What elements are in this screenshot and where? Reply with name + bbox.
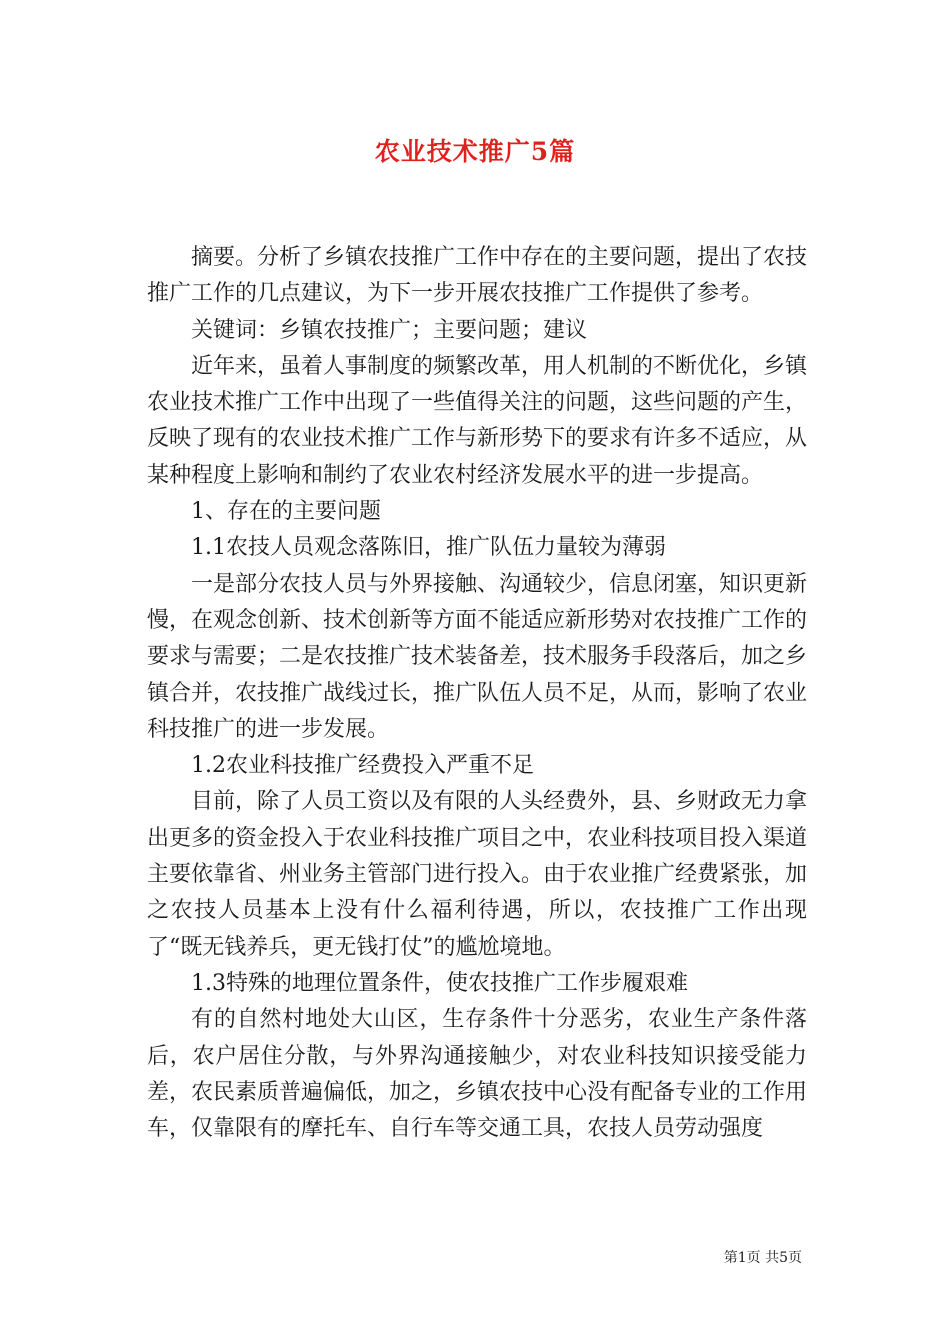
paragraph-intro: 近年来，虽着人事制度的频繁改革，用人机制的不断优化，乡镇农业技术推广工作中出现了一些值得关注的问题，这些问题的产生，反映了现有的农业技术推广工作与新形势下的要求有许多不适应，从某种程度上影响和制约了农业农村经济发展水平的进一步提高。 [147,353,808,488]
subsection-heading-1-3: 1.3特殊的地理位置条件，使农技推广工作步履艰难 [191,970,688,996]
paragraph-keywords: 关键词：乡镇农技推广；主要问题；建议 [191,317,588,343]
paragraph-1-3: 有的自然村地处大山区，生存条件十分恶劣，农业生产条件落后，农户居住分散，与外界沟通接触少，对农业科技知识接受能力差，农民素质普遍偏低，加之，乡镇农技中心没有配备专业的工作用车，仅靠限有的摩托车、自行车等交通工具，农技人员劳动强度 [147,1007,808,1142]
section-heading-1: 1、存在的主要问题 [191,499,381,525]
paragraph-abstract: 摘要。分析了乡镇农技推广工作中存在的主要问题，提出了农技推广工作的几点建议，为下一步开展农技推广工作提供了参考。 [147,245,808,307]
document-title: 农业技术推广5篇 [374,137,576,166]
paragraph-1-2: 目前，除了人员工资以及有限的人头经费外，县、乡财政无力拿出更多的资金投入于农业科技推广项目之中，农业科技项目投入渠道主要依靠省、州业务主管部门进行投入。由于农业推广经费紧张，加之农技人员基本上没有什么福利待遇，所以，农技推广工作出现了“既无钱养兵，更无钱打仗”的尴尬境地。 [147,789,808,960]
subsection-heading-1-1: 1.1农技人员观念落陈旧，推广队伍力量较为薄弱 [191,535,666,561]
page-number: 第1页 共5页 [723,1250,802,1266]
document-body [147,240,807,1147]
subsection-heading-1-2: 1.2农业科技推广经费投入严重不足 [191,753,534,779]
paragraph-1-1: 一是部分农技人员与外界接触、沟通较少，信息闭塞，知识更新慢，在观念创新、技术创新等方面不能适应新形势对农技推广工作的要求与需要；二是农技推广技术装备差，技术服务手段落后，加之乡镇合并，农技推广战线过长，推广队伍人员不足，从而，影响了农业科技推广的进一步发展。 [147,571,808,742]
